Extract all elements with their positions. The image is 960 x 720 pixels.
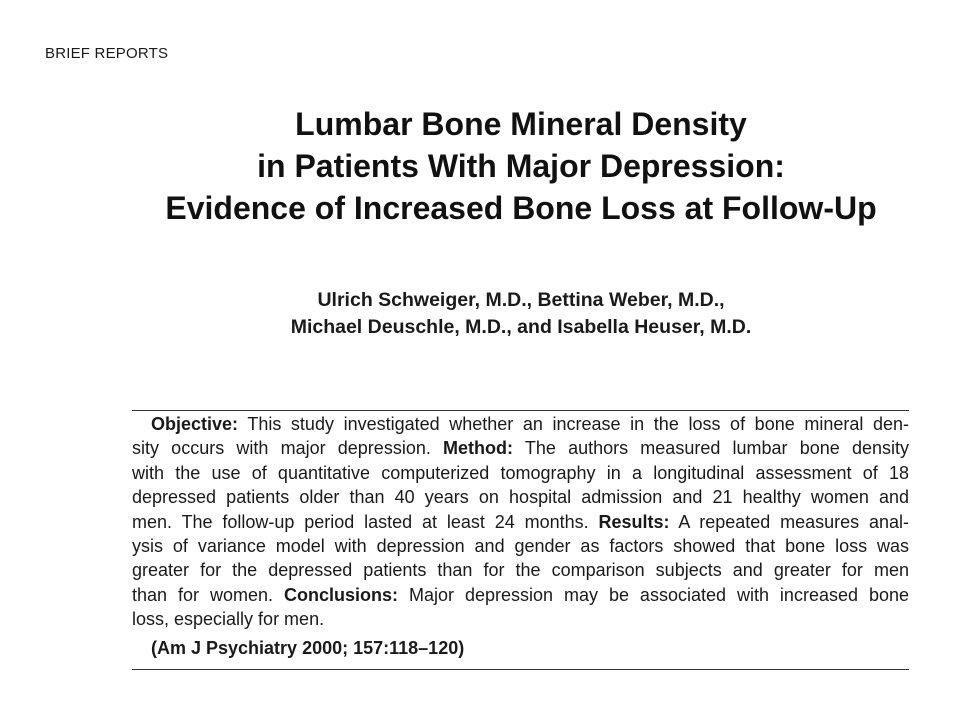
abstract-line — [132, 583, 909, 607]
abstract-text: greater for the depressed patients than for the comparison subjects and greater for men — [132, 560, 909, 581]
abstract-text: A repeated measures anal- — [669, 511, 910, 532]
abstract-line — [132, 534, 909, 558]
abstract-text: The authors measured lumbar bone density — [513, 438, 909, 459]
abstract-top-rule — [132, 410, 909, 411]
section-label: BRIEF REPORTS — [45, 45, 169, 62]
authors-line-2: Michael Deuschle, M.D., and Isabella Heuser, M.D. — [290, 316, 752, 338]
abstract-line — [132, 510, 909, 534]
journal-citation: (Am J Psychiatry 2000; 157:118–120) — [151, 638, 465, 658]
abstract-text: This study investigated whether an increase in the loss of bone mineral den- — [238, 414, 909, 434]
abstract-bottom-rule — [132, 669, 909, 670]
title-line-3: Evidence of Increased Bone Loss at Follow-Up — [165, 190, 877, 226]
authors-line-1: Ulrich Schweiger, M.D., Bettina Weber, M.D., — [317, 289, 725, 311]
abstract-text: than for women. — [132, 584, 284, 605]
abstract-line — [132, 558, 909, 582]
abstract-text: men. The follow-up period lasted at least 24 months. — [132, 511, 599, 532]
abstract — [132, 412, 909, 632]
abstract-text: ysis of variance model with depression and gender as factors showed that bone loss was — [132, 536, 909, 557]
article-title — [0, 103, 960, 229]
conclusions-label: Conclusions: — [283, 584, 398, 605]
objective-label: Objective: — [151, 414, 239, 434]
abstract-text: loss, especially for men. — [132, 609, 325, 630]
abstract-line — [132, 461, 909, 485]
abstract-text: Major depression may be associated with increased bone — [398, 584, 909, 605]
abstract-text: sity occurs with major depression. — [132, 438, 444, 459]
abstract-line — [132, 436, 909, 460]
abstract-line — [132, 412, 909, 436]
abstract-text: depressed patients older than 40 years on hospital admission and 21 healthy women and — [132, 487, 909, 508]
abstract-text: with the use of quantitative computerized tomography in a longitudinal assessment of 18 — [132, 462, 909, 483]
method-label: Method: — [443, 438, 514, 459]
results-label: Results: — [598, 511, 670, 532]
abstract-line — [132, 607, 909, 631]
abstract-line — [132, 485, 909, 509]
title-line-2: in Patients With Major Depression: — [257, 148, 785, 184]
title-line-1: Lumbar Bone Mineral Density — [295, 106, 747, 142]
author-list — [0, 287, 960, 341]
